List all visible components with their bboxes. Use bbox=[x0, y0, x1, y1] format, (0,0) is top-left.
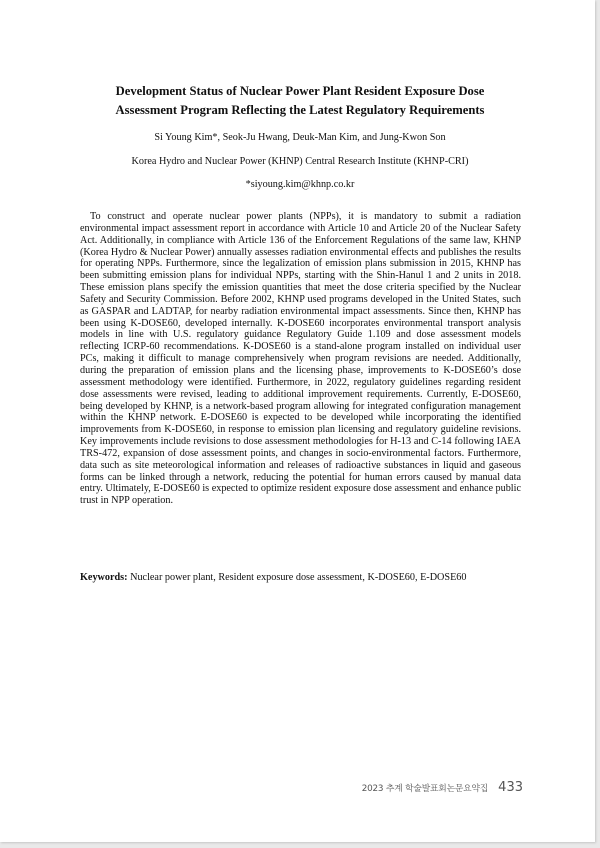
keywords-line bbox=[80, 571, 521, 584]
author-list: Si Young Kim*, Seok-Ju Hwang, Deuk-Man Kim, and Jung-Kwon Son bbox=[154, 132, 446, 143]
abstract-body: To construct and operate nuclear power plants (NPPs), it is mandatory to submit a radiation environmental impact assessment report in accordance with Article 10 and Article 20 of the Nuclear Safety Act. Additionally, in compliance with Article 136 of the Enforcement Regulations of the same law, KHNP (Korea Hydro & Nuclear Power) annually assesses radiation environmental effects and publishes the results for operating NPPs. Furthermore, since the legalization of emission plans submission in 2015, KHNP has been submitting emission plans for individual NPPs, starting with the Shin-Hanul 1 and 2 units in 2018. These emission plans specify the emission quantities that meet the dose criteria specified by the Nuclear Safety and Security Commission. Before 2002, KHNP used programs developed in the United States, such as GASPAR and LADTAP, for nearby radiation environmental impact assessments. Since then, KHNP has been using K-DOSE60, developed internally. K-DOSE60 incorporates environmental transport analysis models in line with U.S. regulatory guidance Regulatory Guide 1.109 and dose assessment models reflecting ICRP-60 recommendations. K-DOSE60 is a stand-alone program installed on individual user PCs, making it difficult to manage comprehensively when program revisions are needed. Additionally, during the preparation of emission plans and the licensing phase, improvements to K-DOSE60’s dose assessment methodology were identified. Furthermore, in 2022, regulatory guidelines regarding resident dose assessments were revised, leading to additional improvement requirements. Currently, E-DOSE60, being developed by KHNP, is a network-based program allowing for integrated configuration management within the KHNP network. E-DOSE60 is expected to be developed while incorporating the identified improvements from K-DOSE60, in response to emission plan licensing and regulatory guideline revisions. Key improvements include revisions to dose assessment methodologies for H-13 and C-14 following IAEA TRS-472, expansion of dose assessment points, and changes in socio-environmental factors. Furthermore, data such as site meteorological information and releases of radioactive substances in liquid and gaseous forms can be linked through a network, reducing the potential for human errors caused by manual data entry. Ultimately, E-DOSE60 is expected to optimize resident exposure dose assessment and enhance public trust in NPP operation. bbox=[80, 211, 521, 507]
keywords-label: Keywords: bbox=[80, 572, 128, 583]
corresponding-email: *siyoung.kim@khnp.co.kr bbox=[245, 179, 355, 190]
journal-name: 2023 추계 학술발표회논문요약집 bbox=[361, 784, 489, 794]
page-footer bbox=[330, 777, 523, 796]
affiliation: Korea Hydro and Nuclear Power (KHNP) Central Research Institute (KHNP-CRI) bbox=[131, 156, 469, 167]
page-number: 433 bbox=[498, 780, 523, 795]
paper-title: Development Status of Nuclear Power Plant Resident Exposure Dose Assessment Program Reflecting the Latest Regulatory Requirements bbox=[115, 84, 485, 117]
keywords-text: Nuclear power plant, Resident exposure dose assessment, K-DOSE60, E-DOSE60 bbox=[130, 572, 467, 583]
